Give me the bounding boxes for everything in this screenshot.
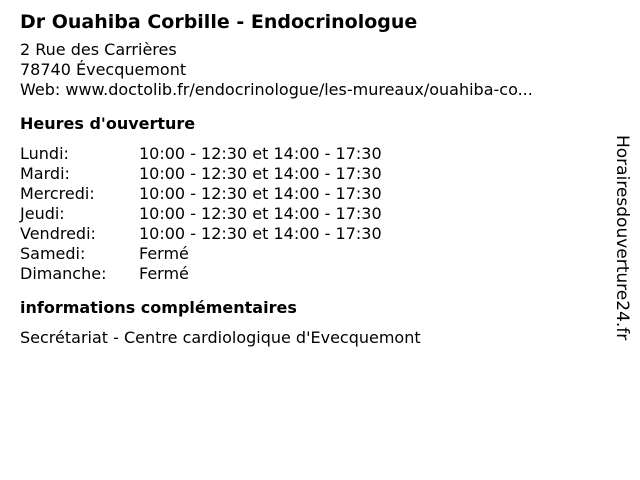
hours-value: 10:00 - 12:30 et 14:00 - 17:30	[139, 144, 382, 163]
address-city: 78740 Évecquemont	[20, 60, 187, 79]
table-row	[20, 184, 382, 204]
table-row	[20, 224, 382, 244]
page-title: Dr Ouahiba Corbille - Endocrinologue	[20, 11, 418, 33]
day-label: Mardi:	[20, 164, 70, 183]
table-row	[20, 244, 382, 264]
table-row	[20, 264, 382, 284]
info-text: Secrétariat - Centre cardiologique d'Evecquemont	[20, 328, 421, 347]
day-label: Mercredi:	[20, 184, 95, 203]
day-label: Dimanche:	[20, 264, 107, 283]
hours-heading: Heures d'ouverture	[20, 114, 196, 133]
address-street: 2 Rue des Carrières	[20, 40, 177, 59]
site-brand-vertical: Horairesdouverture24.fr	[612, 135, 632, 341]
website-link[interactable]: Web: www.doctolib.fr/endocrinologue/les-mureaux/ouahiba-co...	[20, 80, 533, 99]
day-label: Vendredi:	[20, 224, 96, 243]
opening-hours-table	[20, 144, 382, 284]
day-label: Jeudi:	[20, 204, 65, 223]
hours-value: 10:00 - 12:30 et 14:00 - 17:30	[139, 204, 382, 223]
table-row	[20, 144, 382, 164]
day-label: Lundi:	[20, 144, 69, 163]
hours-value: 10:00 - 12:30 et 14:00 - 17:30	[139, 224, 382, 243]
hours-value: 10:00 - 12:30 et 14:00 - 17:30	[139, 164, 382, 183]
table-row	[20, 164, 382, 184]
listing-content	[20, 10, 600, 348]
table-row	[20, 204, 382, 224]
hours-value: Fermé	[139, 244, 189, 263]
info-heading: informations complémentaires	[20, 298, 297, 317]
hours-value: Fermé	[139, 264, 189, 283]
day-label: Samedi:	[20, 244, 86, 263]
hours-value: 10:00 - 12:30 et 14:00 - 17:30	[139, 184, 382, 203]
